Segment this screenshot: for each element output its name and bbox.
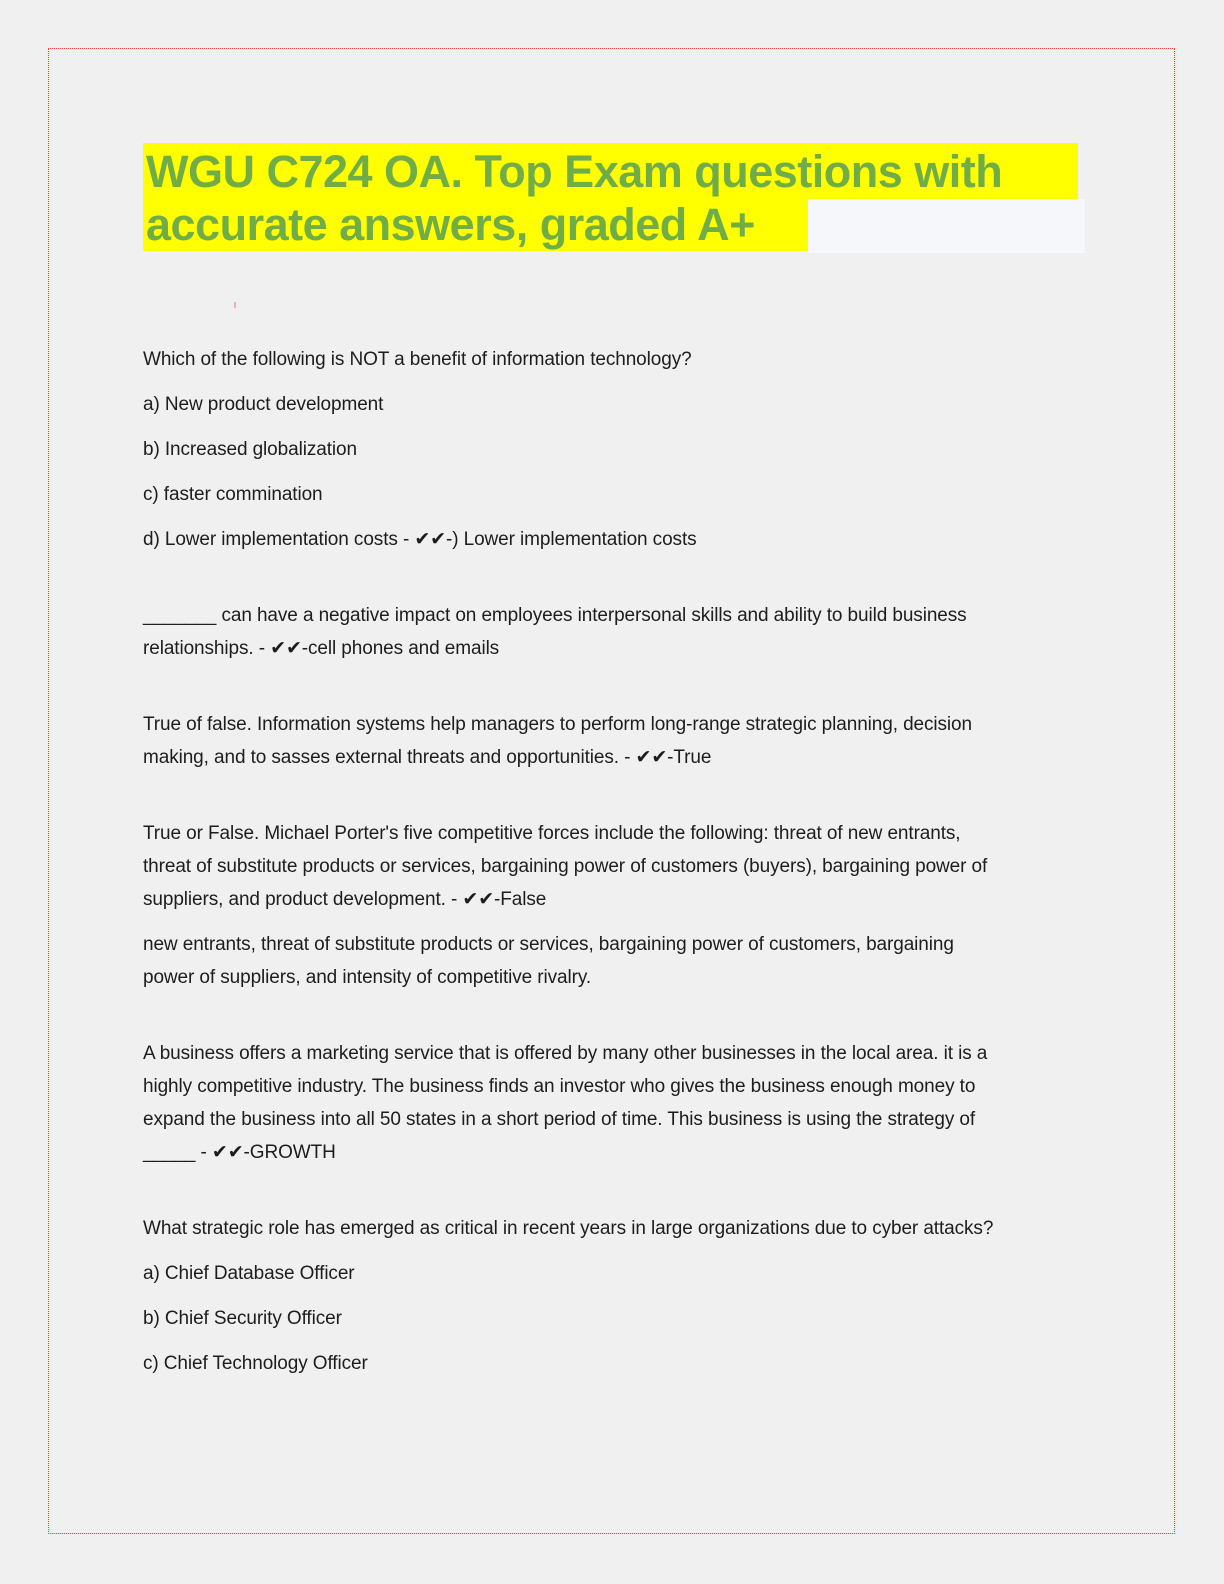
text-line: a) New product development [143,394,384,415]
text-line: expand the business into all 50 states in a short period of time. This business is using the strategy of [143,1109,976,1130]
q1-question [143,343,1084,376]
text-line: _____ - ✔✔-GROWTH [143,1142,336,1163]
title-line-1: WGU C724 OA. Top Exam questions with [146,146,1003,197]
text-line: A business offers a marketing service that is offered by many other businesses in the local area. it is a [143,1043,988,1064]
text-line: What strategic role has emerged as critical in recent years in large organizations due to cyber attacks? [143,1218,994,1239]
text-line: suppliers, and product development. - ✔✔-False [143,889,547,910]
q3-true-false-answer [143,708,1084,774]
text-line: highly competitive industry. The business finds an investor who gives the business enough money to [143,1076,976,1097]
q1-option-a [143,388,1084,421]
q4-true-false-answer [143,817,1084,916]
text-line: c) faster commination [143,484,323,505]
q5-fill-blank-answer [143,1037,1084,1169]
q6-option-b [143,1302,1084,1335]
text-line: threat of substitute products or services, bargaining power of customers (buyers), bargaining power of [143,856,988,877]
q1-option-d-answer [143,523,1084,556]
q2-fill-blank-answer [143,599,1084,665]
text-line: _______ can have a negative impact on employees interpersonal skills and ability to build business [143,605,967,626]
q6-option-a [143,1257,1084,1290]
q1-option-b [143,433,1084,466]
text-line: making, and to sasses external threats and opportunities. - ✔✔-True [143,747,712,768]
document-title [143,143,1078,251]
text-line: d) Lower implementation costs - ✔✔-) Lower implementation costs [143,529,697,550]
text-line: power of suppliers, and intensity of competitive rivalry. [143,967,592,988]
q4-explanation [143,928,1084,994]
text-line: True of false. Information systems help managers to perform long-range strategic planning, decision [143,714,972,735]
highlight-gap-box [808,199,1085,253]
q6-question [143,1212,1084,1245]
text-line: b) Increased globalization [143,439,357,460]
title-line-2: accurate answers, graded A+ [146,199,755,250]
text-line: Which of the following is NOT a benefit of information technology? [143,349,692,370]
document-content [143,143,1084,1392]
text-line: relationships. - ✔✔-cell phones and emails [143,638,500,659]
q1-option-c [143,478,1084,511]
text-line: a) Chief Database Officer [143,1263,355,1284]
text-line: True or False. Michael Porter's five competitive forces include the following: threat of new entrants, [143,823,961,844]
text-line: new entrants, threat of substitute products or services, bargaining power of customers, bargaining [143,934,954,955]
text-line: b) Chief Security Officer [143,1308,342,1329]
text-line: c) Chief Technology Officer [143,1353,368,1374]
q6-option-c [143,1347,1084,1380]
